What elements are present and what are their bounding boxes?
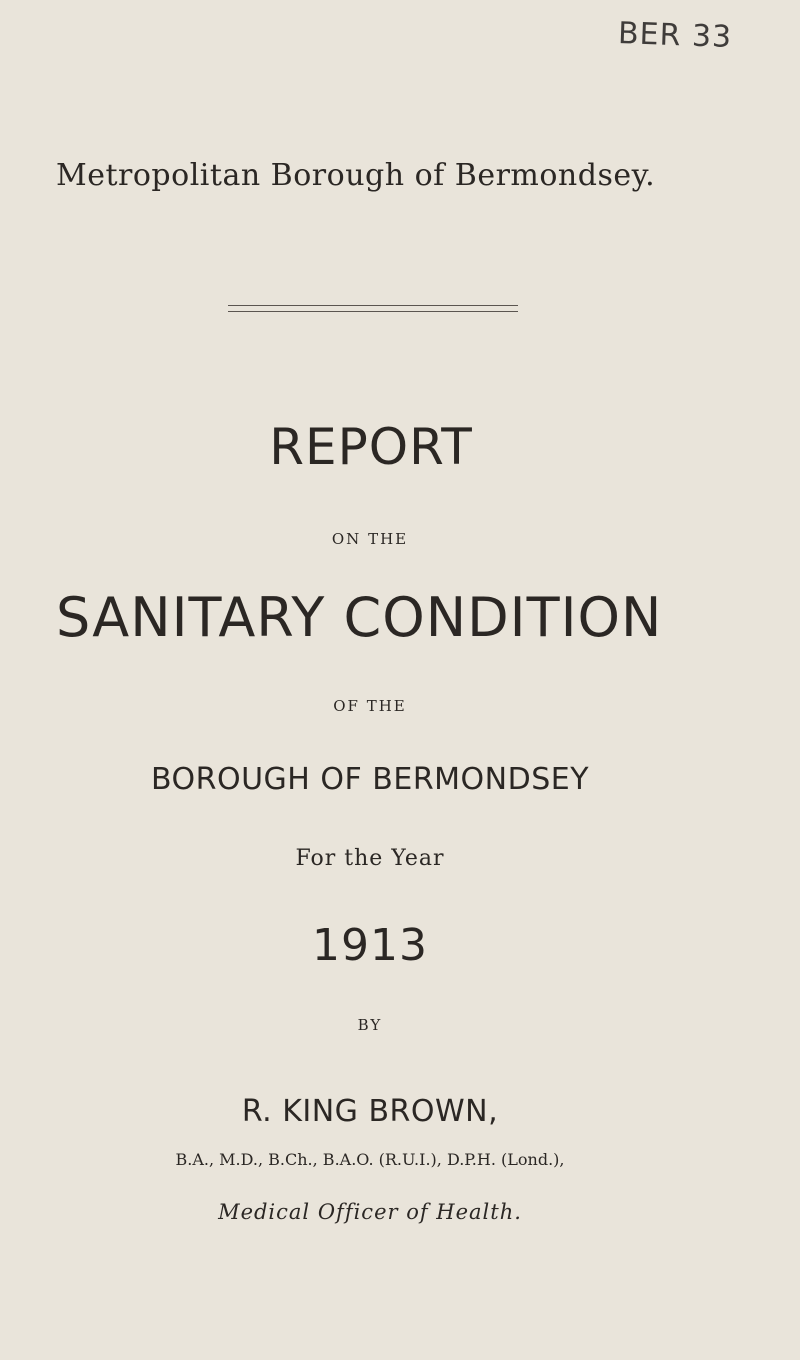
author-office: Medical Officer of Health. bbox=[218, 1200, 522, 1224]
subject-title: SANITARY CONDITION bbox=[56, 586, 663, 649]
by-label: BY bbox=[357, 1016, 383, 1034]
on-the-label: ON THE bbox=[331, 530, 409, 548]
borough-name: BOROUGH OF BERMONDSEY bbox=[150, 762, 590, 797]
catalogue-mark: BER 33 bbox=[617, 16, 733, 55]
report-year: 1913 bbox=[312, 920, 428, 971]
report-title: REPORT bbox=[269, 418, 473, 476]
borough-heading: Metropolitan Borough of Bermondsey. bbox=[56, 158, 656, 193]
divider-rule bbox=[228, 305, 518, 312]
of-the-label: OF THE bbox=[333, 697, 407, 715]
for-the-year-label: For the Year bbox=[295, 846, 445, 871]
author-qualifications: B.A., M.D., B.Ch., B.A.O. (R.U.I.), D.P.H. (Lond.), bbox=[175, 1150, 565, 1169]
author-name: R. KING BROWN, bbox=[241, 1094, 499, 1129]
